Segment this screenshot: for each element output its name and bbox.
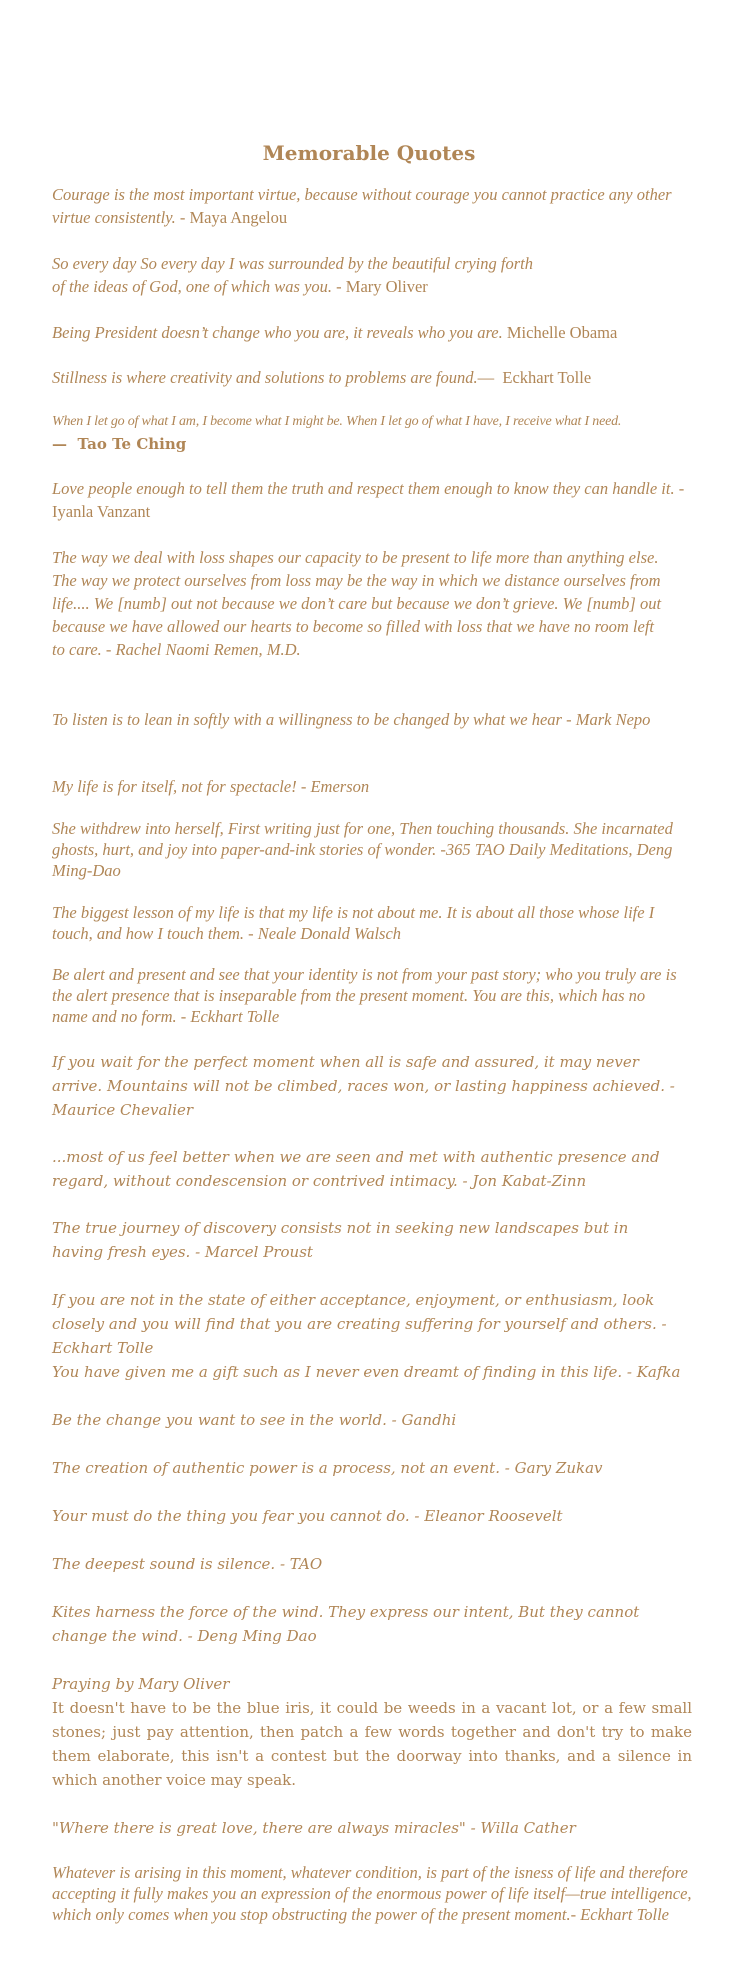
quote-author: - Maya Angelou	[175, 208, 288, 227]
quote-author: — Eckhart Tolle	[477, 368, 592, 387]
quote-text: You have given me a gift such as I never even dreamt of finding in this life. - Kafka	[52, 1363, 681, 1381]
quote-text: The biggest lesson of my life is that my life is not about me. It is about all those whose life I touch, and how I touch them. - Neale Donald Walsch	[52, 903, 655, 943]
page-title: Memorable Quotes	[262, 141, 476, 165]
quote-text: Stillness is where creativity and solutions to problems are found.	[52, 368, 478, 387]
quote-text: ...most of us feel better when we are seen and met with authentic presence and regard, without condescension or contrived intimacy. - Jon Kabat-Zinn	[52, 1148, 660, 1190]
poem-item	[52, 1672, 692, 1792]
quote-text: Your must do the thing you fear you cannot do. - Eleanor Roosevelt	[52, 1507, 563, 1525]
quote-text: To listen is to lean in softly with a willingness to be changed by what we hear - Mark Nepo	[52, 710, 651, 729]
quote-item	[52, 546, 662, 661]
quote-text: Being President doesn’t change who you are, it reveals who you are.	[52, 323, 503, 342]
quote-item	[52, 818, 692, 881]
quote-text: When I let go of what I am, I become what I might be. When I let go of what I have, I receive what I need.	[52, 414, 622, 429]
quote-text-line-2: of the ideas of God, one of which was you.	[52, 277, 333, 296]
quote-item	[52, 775, 692, 798]
poem-heading: Praying by Mary Oliver	[52, 1675, 230, 1693]
quote-text: My life is for itself, not for spectacle! - Emerson	[52, 777, 370, 796]
quote-text: She withdrew into herself, First writing just for one, Then touching thousands. She incarnated ghosts, hurt, and joy into paper-and-ink stories of wonder. -365 TAO Daily Meditations, Deng Ming-Dao	[52, 819, 673, 880]
quote-item	[52, 1504, 692, 1528]
quote-item	[52, 183, 692, 229]
quote-text: If you wait for the perfect moment when all is safe and assured, it may never arrive. Mountains will not be climbed, races won, or lasting happiness achieved. - Maurice Chevalier	[52, 1053, 675, 1119]
quote-item	[52, 902, 692, 944]
quote-text: Whatever is arising in this moment, whatever condition, is part of the isness of life and therefore accepting it fully makes you an expression of the enormous power of life itself—true intelligence, which only comes when you stop obstructing the power of the present moment.- Eckhart Tolle	[52, 1863, 692, 1924]
quote-text: "Where there is great love, there are always miracles" - Willa Cather	[52, 1819, 576, 1837]
quote-text: If you are not in the state of either acceptance, enjoyment, or enthusiasm, look closely and you will find that you are creating suffering for yourself and others. - Eckhart Tolle	[52, 1291, 667, 1357]
quote-item	[52, 321, 692, 344]
quote-text: Love people enough to tell them the truth and respect them enough to know they can handle it.	[52, 479, 675, 498]
quote-author: - Iyanla Vanzant	[52, 479, 685, 521]
quote-item	[52, 1050, 692, 1122]
quote-item	[52, 410, 692, 455]
quote-item	[52, 1360, 692, 1384]
quote-item	[52, 1408, 692, 1432]
quote-item	[52, 1862, 692, 1925]
quote-item	[52, 477, 692, 523]
poem-text: It doesn't have to be the blue iris, it could be weeds in a vacant lot, or a few small stones; just pay attention, then patch a few words together and don't try to make them elaborate, this isn't a contest but the doorway into thanks, and a silence in which another voice may speak.	[52, 1699, 692, 1789]
quote-text: Kites harness the force of the wind. They express our intent, But they cannot change the wind. - Deng Ming Dao	[52, 1603, 640, 1645]
quote-item	[52, 1456, 692, 1480]
quote-item	[52, 1145, 692, 1193]
quote-item	[52, 1288, 697, 1360]
quote-author: Michelle Obama	[502, 323, 618, 342]
quote-item	[52, 1552, 692, 1576]
quote-text: The creation of authentic power is a process, not an event. - Gary Zukav	[52, 1459, 603, 1477]
quote-text: The deepest sound is silence. - TAO	[52, 1555, 323, 1573]
quote-text: The true journey of discovery consists not in seeking new landscapes but in having fresh eyes. - Marcel Proust	[52, 1219, 629, 1261]
quote-text: Be the change you want to see in the world. - Gandhi	[52, 1411, 457, 1429]
quote-item	[52, 1816, 692, 1840]
quote-item	[52, 252, 692, 298]
quote-author: - Mary Oliver	[332, 277, 428, 296]
quote-text-line-1: So every day So every day I was surrounded by the beautiful crying forth	[52, 254, 533, 273]
quote-item	[52, 708, 652, 731]
quote-item	[52, 366, 692, 389]
quote-item	[52, 964, 682, 1027]
quote-text: Courage is the most important virtue, because without courage you cannot practice any other virtue consistently.	[52, 185, 672, 227]
quote-text: Be alert and present and see that your identity is not from your past story; who you truly are is the alert presence that is inseparable from the present moment. You are this, which has no name and no form. - Eckhart Tolle	[52, 965, 677, 1026]
quote-author: — Tao Te Ching	[52, 435, 187, 453]
quote-item	[52, 1216, 682, 1264]
quote-item	[52, 1600, 672, 1648]
quote-text: The way we deal with loss shapes our capacity to be present to life more than anything else. The way we protect ourselves from loss may be the way in which we distance ourselves from life.... We [numb] out not because we don’t care but because we don’t grieve. We [numb] out because we have allowed our hearts to become so filled with loss that we have no room left to care. - Rachel Naomi Remen, M.D.	[52, 548, 662, 659]
